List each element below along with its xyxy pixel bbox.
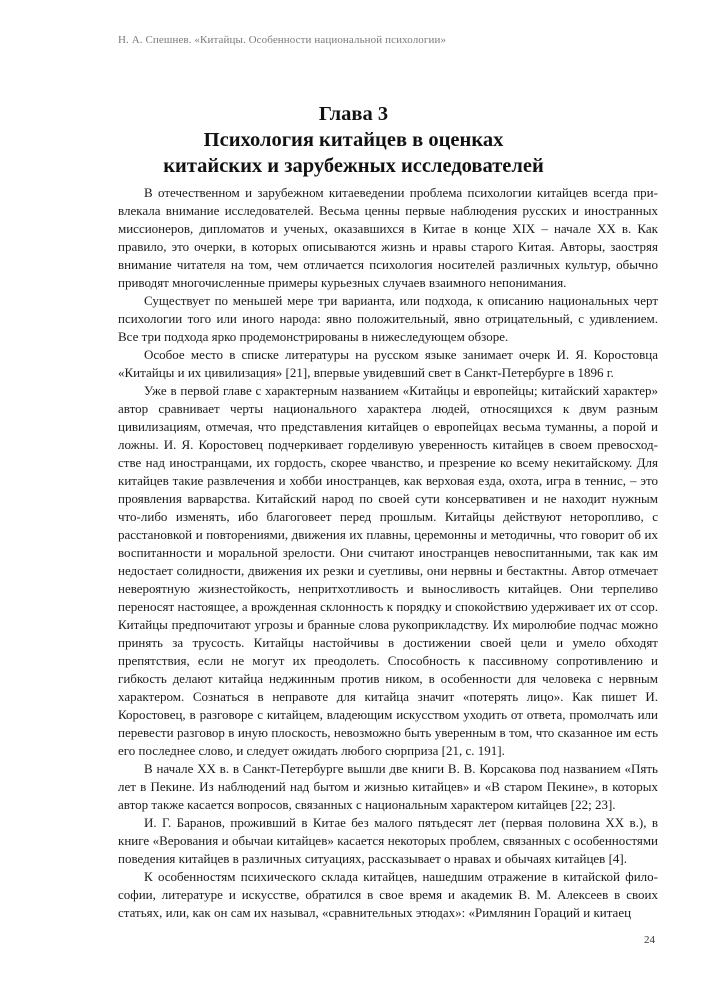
- chapter-title-line-1: Психология китайцев в оценках: [203, 129, 504, 151]
- page-number: 24: [644, 934, 655, 946]
- paragraph-4: Уже в первой главе с характерным названием «Китайцы и европейцы; китайский характер» автор сравнивает черты национального характера людей, относящихся к двум разным цивилизациям, отмечая, что представления китайцев о европейцах весьма туманны, а порой и ложны. И. Я. Коростовец подчеркивает горделивую уверенность китайцев в своем превосходстве над иностранцами, их гордость, скорее чванство, и презрение ко всему некитайскому. Для китайцев такие развлечения и хобби иностранцев, как верховая езда, охота, игра в теннис, – это проявления варварства. Китайский народ по своей сути консервативен и не находит нужным что-либо изменять, ибо благоговеет перед прошлым. Китайцы действуют неторопливо, с расстановкой и повторениями, движения их плавны, церемонны и методичны, что говорит об их воспитанности и моральной зрелости. Они считают иностранцев невоспитанными, так как им недостает солидности, движения их резки и суетливы, они нервны и бестактны. Автор отмечает невероятную жизнестойкость, непритхотливость и выносливость китайцев. Они терпеливо переносят настоящее, а врожденная склонность к порядку и спокойствию удерживает их от ссор. Китайцы предпочитают угрозы и бранные слова рукоприкладству. Их миролюбие подчас можно принять за трусость. Китайцы настойчивы в достижении своей цели и умело обходят препятствия, если не могут их преодолеть. Способность к пассивному сопротивлению и гибкость делают китайца неджинным против ником, в особенности для человека с нервным характером. Сознаться в неправоте для китайца значит «потерять лицо». Как пишет И. Коростовец, в разговоре с китайцем, владеющим искусством уходить от ответа, промолчать или перевести разговор в иную плоскость, невозможно быть уверенным в том, что сказанное им есть его последнее слово, и следует ожидать любого сюрприза [21, с. 191].: [118, 383, 658, 758]
- paragraph-3: Особое место в списке литературы на русском языке занимает очерк И. Я. Коростовца «Китайцы и их цивилизация» [21], впервые увидевший свет в Санкт-Петербурге в 1896 г.: [118, 347, 658, 380]
- chapter-title-line-2: китайских и зарубежных исследователей: [163, 155, 544, 177]
- paragraph-2: Существует по меньшей мере три варианта, или подхода, к описанию национальных черт психологии того или иного народа: явно положительный, явно отрицательный, с удивлением. Все три подхода ярко продемонстрированы в нижеследующем обзоре.: [118, 293, 658, 344]
- paragraph-5: В начале XX в. в Санкт-Петербурге вышли две книги В. В. Корсакова под названием «Пять лет в Пекине. Из наблюдений над бытом и жизнью китайцев» и «В старом Пекине», в которых автор также касается вопросов, связанных с национальным характером китайцев [22; 23].: [118, 761, 658, 812]
- body-text: [118, 184, 658, 922]
- paragraph-1: В отечественном и зарубежном китаеведении проблема психологии китайцев всегда привлекала внимание исследователей. Весьма ценны первые наблюдения русских и иностранных миссионеров, дипломатов и ученых, оказавшихся в Китае в конце XIX – начале XX в. Как правило, это очерки, в которых описываются жизнь и нравы старого Китая. Авторы, заостряя внимание читателя на том, чем отличается психология носителей различных культур, обычно приводят многочисленные примеры курьезных случаев взаимного непонимания.: [118, 185, 658, 290]
- paragraph-6: И. Г. Баранов, проживший в Китае без малого пятьдесят лет (первая половина XX в.), в книге «Верования и обычаи китайцев» касается некоторых проблем, связанных с особенностями поведения китайцев в различных ситуациях, рассказывает о нравах и обычаях китайцев [4].: [118, 815, 658, 866]
- paragraph-7: К особенностям психического склада китайцев, нашедшим отражение в китайской философии, литературе и искусстве, обратился в свое время и академик В. М. Алексеев в своих статьях, или, как он сам их называл, «сравнительных этюдах»: «Римлянин Гораций и китаец: [118, 869, 658, 920]
- chapter-number: Глава 3: [318, 103, 389, 125]
- chapter-heading: [0, 101, 707, 179]
- running-header: Н. А. Спешнев. «Китайцы. Особенности национальной психологии»: [118, 34, 447, 46]
